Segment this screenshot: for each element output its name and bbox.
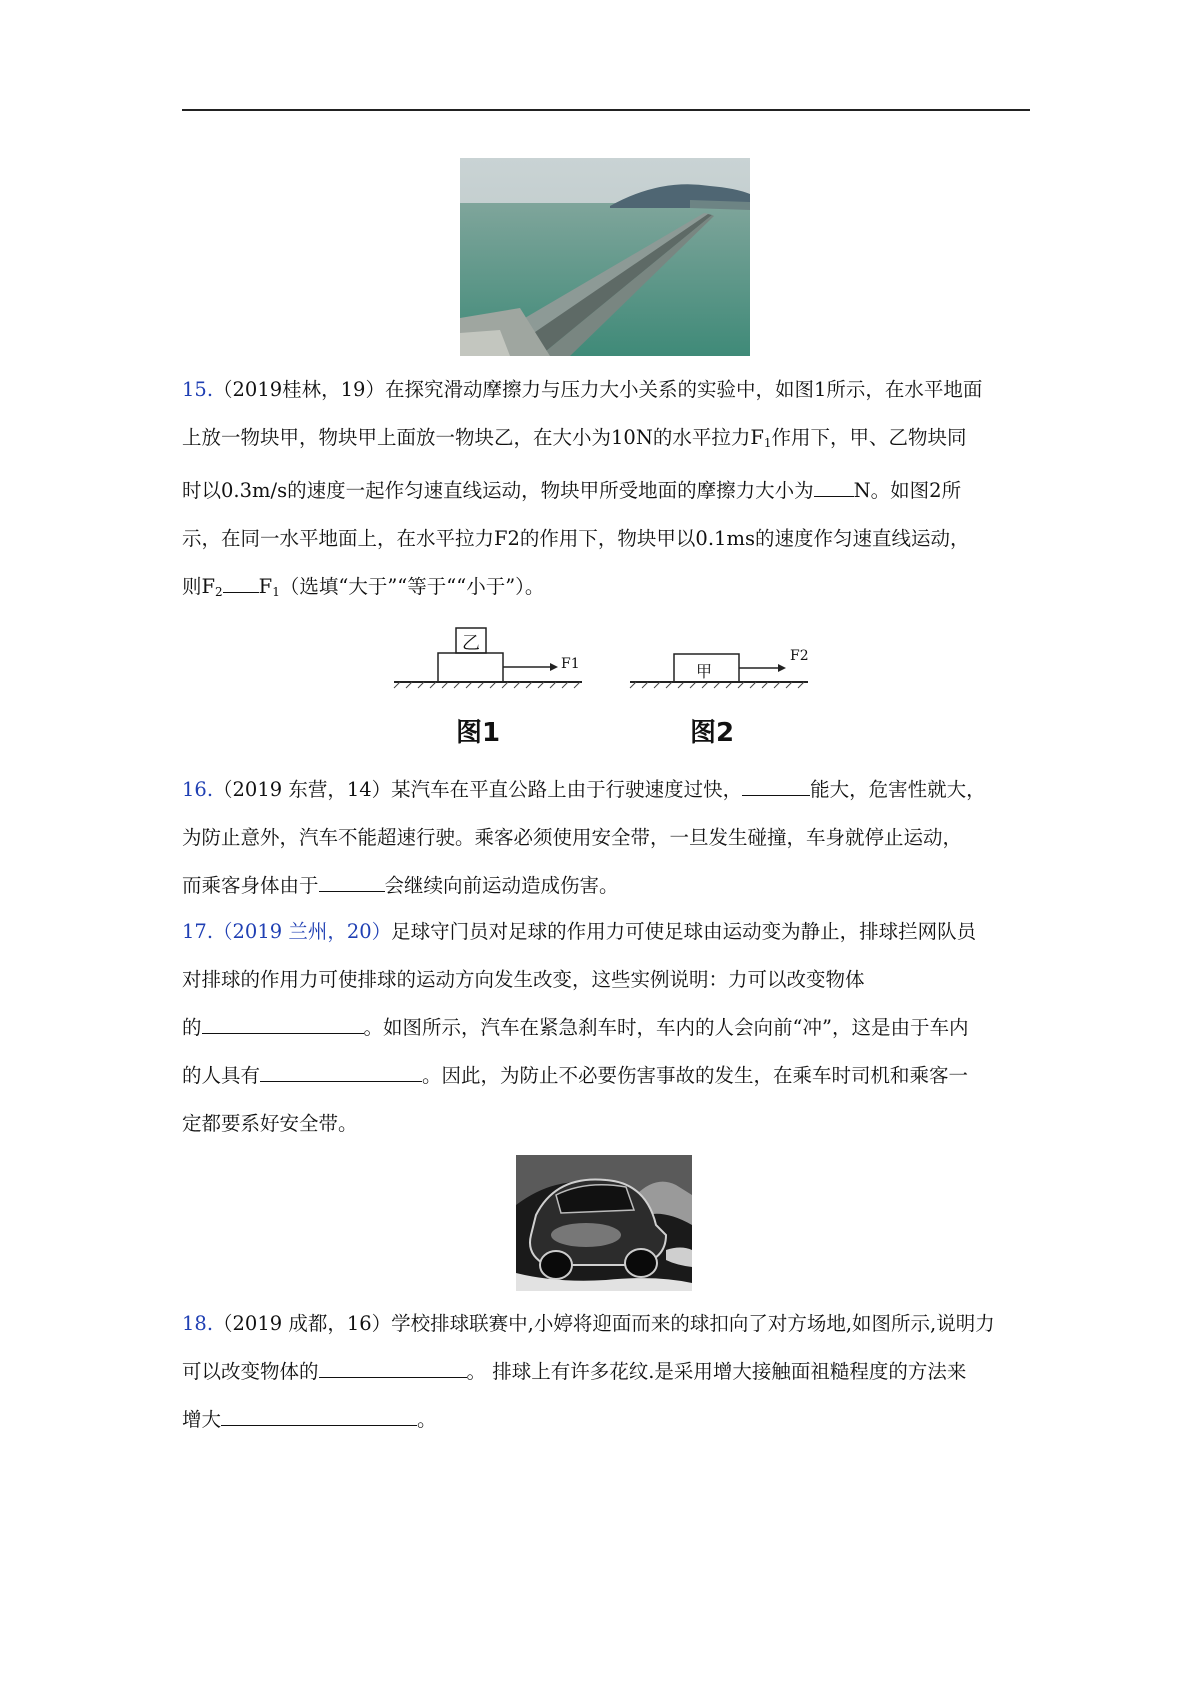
answer-blank[interactable] [742, 777, 810, 796]
text: 可以改变物体的 [182, 1360, 319, 1383]
question-16 [182, 766, 1030, 910]
q17-line-4 [182, 1052, 1030, 1100]
text: 作用下，甲、乙物块同 [771, 426, 967, 449]
q16-line-1 [182, 766, 1030, 814]
text: 会继续向前运动造成伤害。 [384, 874, 619, 897]
figure-1-diagram [392, 620, 592, 690]
text: （2019桂林，19）在探究滑动摩擦力与压力大小关系的实验中，如图1所示，在水平地面 [213, 378, 983, 401]
q16-line-2 [182, 814, 1030, 862]
q18-line-2 [182, 1348, 1030, 1396]
q18-line-3 [182, 1396, 1030, 1444]
q15-line-3 [182, 467, 1030, 515]
q17-line-1 [182, 908, 1030, 956]
question-number: 18. [182, 1312, 214, 1335]
q18-line-1 [182, 1300, 1030, 1348]
subscript: 1 [763, 436, 772, 450]
answer-blank[interactable] [319, 1359, 467, 1378]
question-number: 17.（2019 兰州，20） [182, 920, 392, 943]
text: 示，在同一水平地面上，在水平拉力F2的作用下，物块甲以0.1ms的速度作匀速直线运动， [182, 527, 970, 550]
force-f1-label: F1 [561, 656, 580, 672]
text: 。 排球上有许多花纹.是采用增大接触面祖糙程度的方法来 [466, 1360, 967, 1383]
text: F [258, 575, 273, 598]
figure-2-caption: 图2 [690, 718, 735, 748]
q16-line-3 [182, 862, 1030, 910]
answer-blank[interactable] [221, 1407, 417, 1426]
bridge-photo [460, 158, 750, 356]
q15-line-1 [182, 366, 1030, 414]
q15-line-4 [182, 515, 1030, 563]
question-17 [182, 908, 1030, 1148]
answer-blank[interactable] [223, 574, 259, 593]
text: 定都要系好安全带。 [182, 1112, 358, 1135]
block-jia [438, 653, 503, 682]
q17-line-3 [182, 1004, 1030, 1052]
text: 为防止意外，汽车不能超速行驶。乘客必须使用安全带，一旦发生碰撞，车身就停止运动， [182, 826, 963, 849]
text: （2019 东营，14）某汽车在平直公路上由于行驶速度过快， [213, 778, 743, 801]
q15-line-2 [182, 414, 1030, 467]
figure-1-caption: 图1 [456, 718, 501, 748]
q15-line-5 [182, 563, 1030, 616]
q17-line-2 [182, 956, 1030, 1004]
text: 上放一物块甲，物块甲上面放一物块乙，在大小为10N的水平拉力F [182, 426, 764, 449]
q17-line-5 [182, 1100, 1030, 1148]
force-f2-label: F2 [790, 648, 809, 664]
answer-blank[interactable] [260, 1063, 422, 1082]
text: N。如图2所 [853, 479, 962, 502]
text: 能大，危害性就大， [810, 778, 986, 801]
car-braking-photo [516, 1155, 692, 1291]
text: （2019 成都，16）学校排球联赛中,小婷将迎面而来的球扣向了对方场地,如图所示,说明力 [213, 1312, 995, 1335]
block-yi-label: 乙 [462, 633, 480, 654]
text: 而乘客身体由于 [182, 874, 319, 897]
question-18 [182, 1300, 1030, 1444]
text: 对排球的作用力可使排球的运动方向发生改变，这些实例说明：力可以改变物体 [182, 968, 865, 991]
text: 。 [417, 1408, 437, 1431]
subscript: 2 [215, 585, 223, 599]
block-jia-label: 甲 [696, 662, 713, 681]
text: 的人具有 [182, 1064, 261, 1087]
text: 时以0.3m/s的速度一起作匀速直线运动，物块甲所受地面的摩擦力大小为 [182, 479, 814, 502]
subscript: 1 [272, 585, 280, 599]
answer-blank[interactable] [319, 873, 385, 892]
question-15 [182, 366, 1030, 616]
header-rule [182, 109, 1030, 111]
text: 的 [182, 1016, 202, 1039]
text: 增大 [182, 1408, 222, 1431]
question-number: 15. [182, 378, 214, 401]
text: 则F [182, 575, 216, 598]
text: （选填“大于”“等于““小于”）。 [279, 575, 545, 598]
answer-blank[interactable] [202, 1015, 364, 1034]
question-number: 16. [182, 778, 214, 801]
text: 足球守门员对足球的作用力可使足球由运动变为静止，排球拦网队员 [391, 920, 977, 943]
answer-blank[interactable] [814, 478, 854, 497]
text: 。因此，为防止不必要伤害事故的发生，在乘车时司机和乘客一 [422, 1064, 969, 1087]
text: 。如图所示，汽车在紧急刹车时，车内的人会向前“冲”，这是由于车内 [363, 1016, 969, 1039]
